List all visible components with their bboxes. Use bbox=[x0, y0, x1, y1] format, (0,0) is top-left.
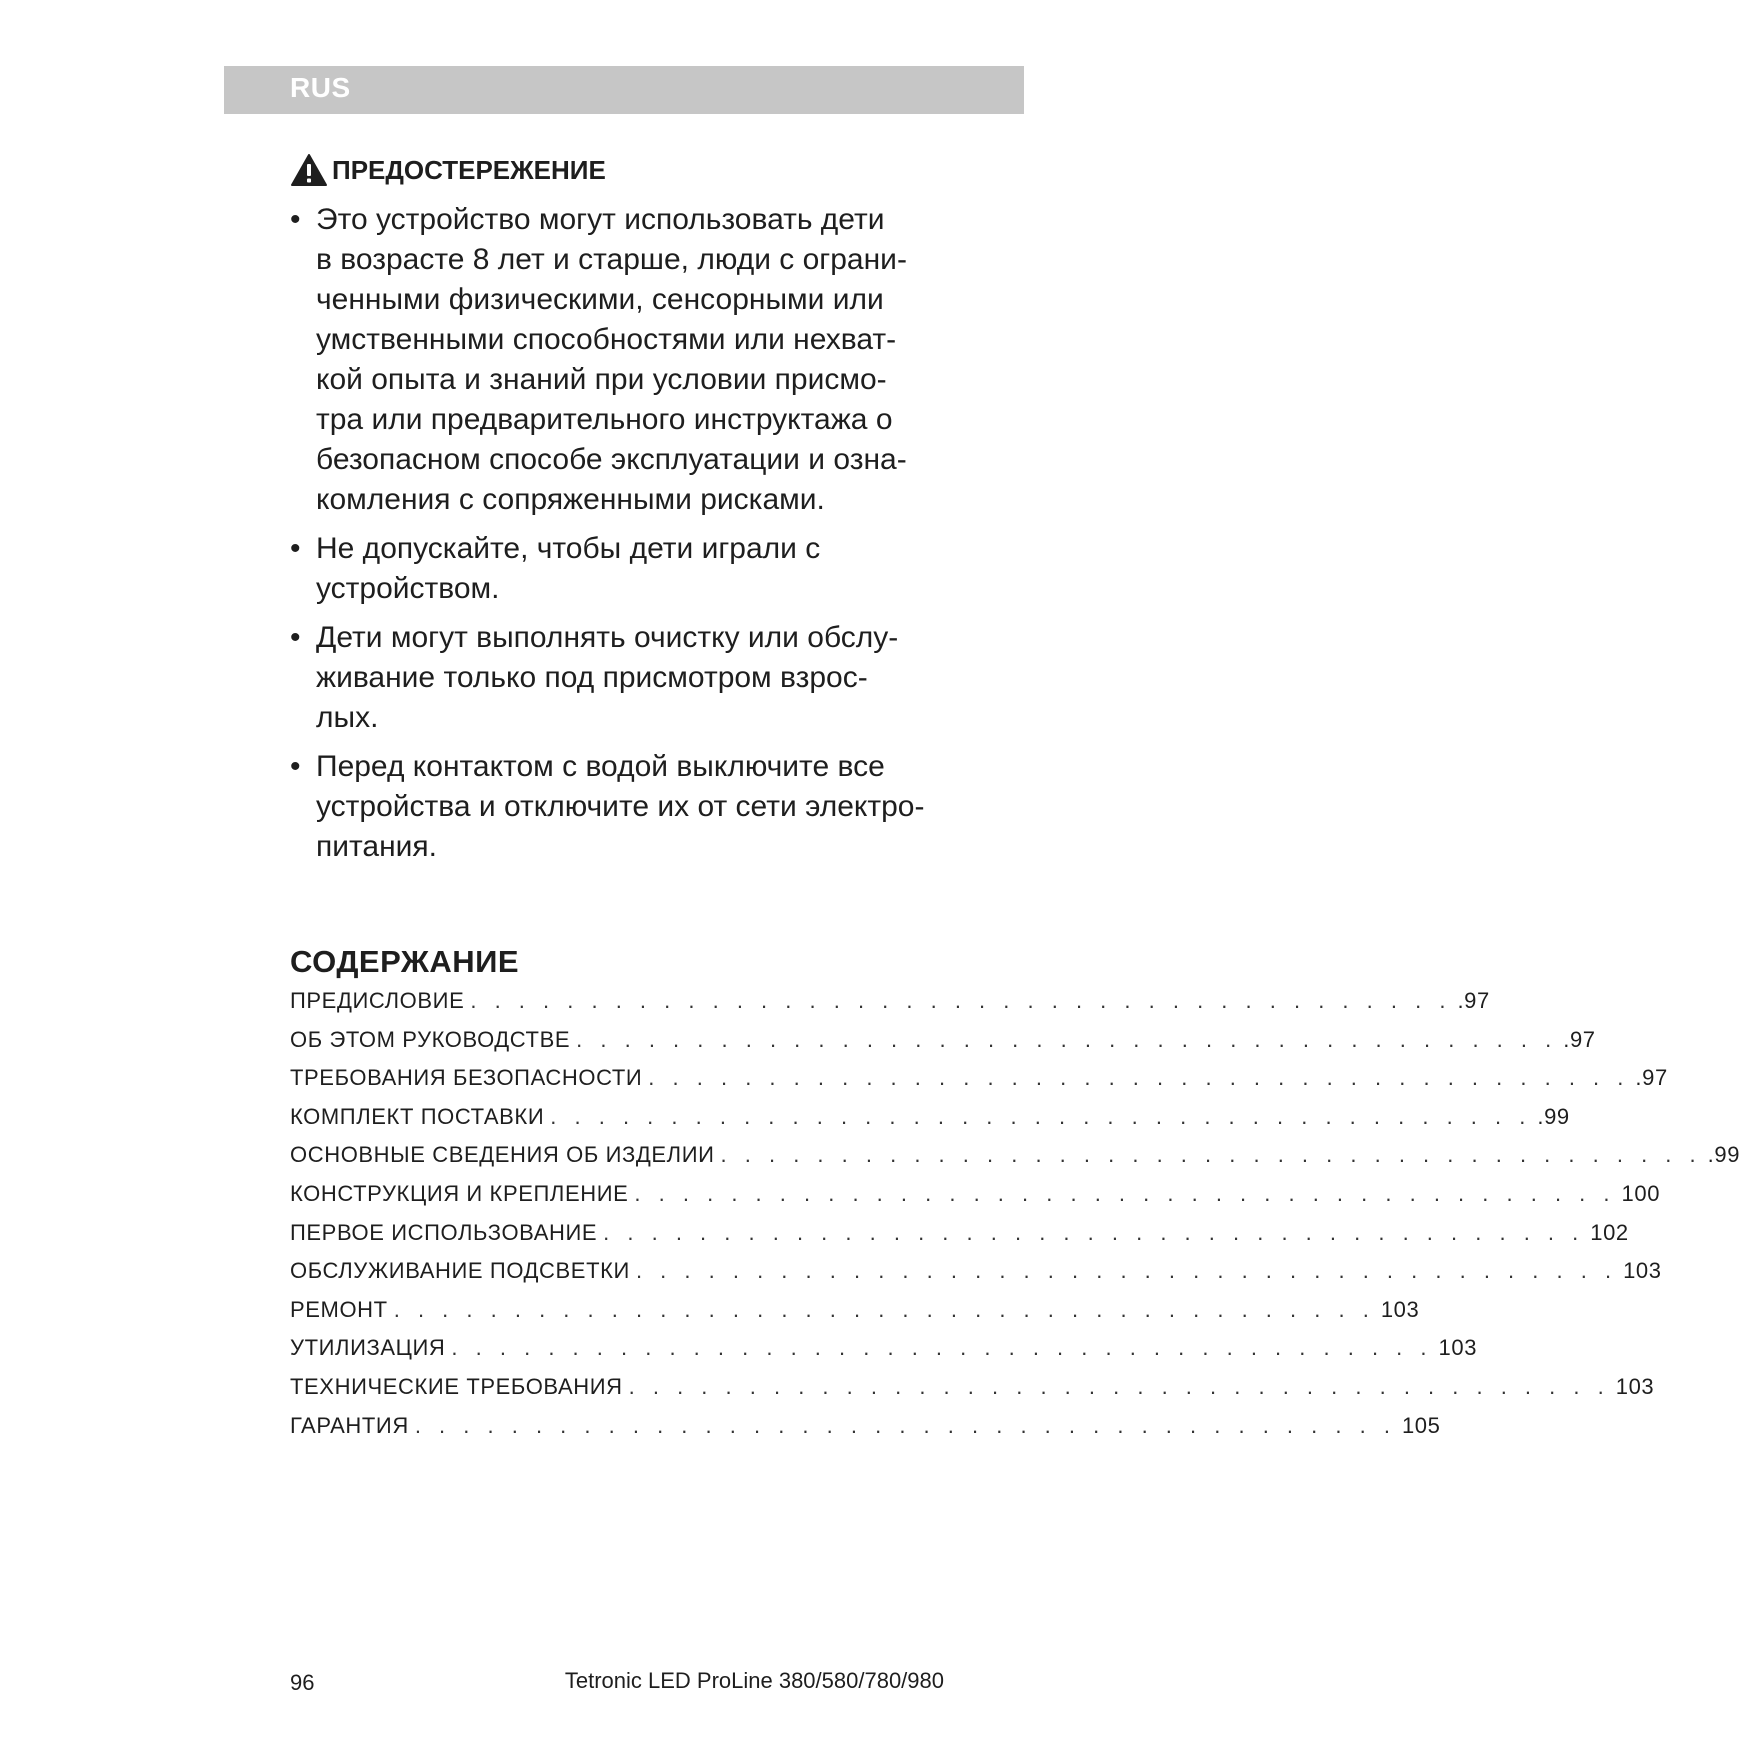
toc-label: ГАРАНТИЯ bbox=[290, 1412, 409, 1438]
toc-leader: . . . . . . . . . . . . . . . . . . . . . . . . . . . . . . . . . . . . . . . . . bbox=[470, 988, 1452, 1013]
toc-label: ОБСЛУЖИВАНИЕ ПОДСВЕТКИ bbox=[290, 1258, 630, 1284]
warning-line: Это устройство могут использовать дети bbox=[316, 203, 885, 236]
warning-line: комления с сопряженными рисками. bbox=[316, 483, 825, 516]
warning-triangle-icon bbox=[290, 153, 328, 187]
toc-leader: . . . . . . . . . . . . . . . . . . . . . . . . . . . . . . . . . . . . . . . . . bbox=[648, 1065, 1630, 1091]
toc-page: .97 bbox=[1563, 1026, 1596, 1052]
product-model: Tetronic LED ProLine 380/580/780/980 bbox=[564, 1668, 944, 1693]
toc-label: ТРЕБОВАНИЯ БЕЗОПАСНОСТИ bbox=[290, 1065, 643, 1091]
toc-page: 103 bbox=[1438, 1335, 1478, 1361]
toc-page: .99 bbox=[1707, 1142, 1740, 1168]
toc-leader: . . . . . . . . . . . . . . . . . . . . . . . . . . . . . . . . . . . . . . . . . bbox=[635, 1258, 1618, 1284]
toc-label: УТИЛИЗАЦИЯ bbox=[290, 1335, 446, 1361]
toc-leader: . . . . . . . . . . . . . . . . . . . . . . . . . . . . . . . . . . . . . . . . . bbox=[628, 1373, 1610, 1399]
toc-entry[interactable] bbox=[290, 1103, 1570, 1143]
toc-page: 103 bbox=[1623, 1258, 1662, 1284]
toc-entry[interactable] bbox=[290, 1065, 1668, 1104]
warning-list bbox=[290, 200, 970, 876]
toc-page: 100 bbox=[1621, 1180, 1661, 1206]
toc-entry[interactable] bbox=[290, 1219, 1629, 1259]
warning-line: ченными физическими, сенсорными или bbox=[316, 283, 884, 316]
bullet: • bbox=[290, 532, 301, 565]
toc-page: 102 bbox=[1590, 1219, 1629, 1245]
toc-page: .97 bbox=[1457, 988, 1490, 1013]
table-of-contents bbox=[290, 988, 1740, 1451]
toc-label: ОСНОВНЫЕ СВЕДЕНИЯ ОБ ИЗДЕЛИИ bbox=[290, 1142, 715, 1168]
warning-item bbox=[290, 618, 970, 738]
warning-line: устройством. bbox=[316, 572, 500, 605]
toc-page: .97 bbox=[1635, 1065, 1668, 1091]
toc-entry[interactable] bbox=[290, 1296, 1420, 1336]
toc-label: КОНСТРУКЦИЯ И КРЕПЛЕНИЕ bbox=[290, 1180, 629, 1206]
toc-page: 103 bbox=[1615, 1373, 1655, 1399]
toc-entry[interactable] bbox=[290, 1412, 1441, 1452]
toc-page: 103 bbox=[1380, 1296, 1420, 1322]
toc-label: ПЕРВОЕ ИСПОЛЬЗОВАНИЕ bbox=[290, 1219, 598, 1245]
toc-page: 105 bbox=[1401, 1412, 1441, 1438]
toc-label: РЕМОНТ bbox=[290, 1296, 388, 1322]
toc-leader: . . . . . . . . . . . . . . . . . . . . . . . . . . . . . . . . . . . . . . . . . bbox=[634, 1180, 1616, 1206]
toc-leader: . . . . . . . . . . . . . . . . . . . . . . . . . . . . . . . . . . . . . . . . . bbox=[414, 1412, 1396, 1438]
bullet: • bbox=[290, 203, 301, 236]
toc-entry[interactable] bbox=[290, 988, 1490, 1027]
toc-entry[interactable] bbox=[290, 1335, 1478, 1374]
warning-line: питания. bbox=[316, 830, 437, 863]
warning-heading-text: ПРЕДОСТЕРЕЖЕНИЕ bbox=[332, 154, 606, 185]
warning-line: лых. bbox=[316, 701, 379, 734]
warning-line: кой опыта и знаний при условии присмо- bbox=[316, 363, 887, 396]
bullet: • bbox=[290, 621, 301, 654]
toc-leader: . . . . . . . . . . . . . . . . . . . . . . . . . . . . . . . . . . . . . . . . . bbox=[720, 1142, 1702, 1168]
warning-heading bbox=[290, 153, 606, 187]
toc-leader: . . . . . . . . . . . . . . . . . . . . . . . . . . . . . . . . . . . . . . . . . bbox=[576, 1026, 1558, 1052]
warning-item bbox=[290, 529, 970, 609]
toc-page: .99 bbox=[1537, 1103, 1570, 1129]
warning-item bbox=[290, 747, 970, 867]
warning-line: Не допускайте, чтобы дети играли с bbox=[316, 532, 821, 565]
warning-line: тра или предварительного инструктажа о bbox=[316, 403, 893, 436]
toc-leader: . . . . . . . . . . . . . . . . . . . . . . . . . . . . . . . . . . . . . . . . . bbox=[451, 1335, 1433, 1361]
warning-line: Дети могут выполнять очистку или обслу- bbox=[316, 621, 899, 654]
warning-line: устройства и отключите их от сети электро- bbox=[316, 790, 925, 823]
toc-label: ПРЕДИСЛОВИЕ bbox=[290, 988, 465, 1013]
toc-entry[interactable] bbox=[290, 1026, 1596, 1066]
warning-line: в возрасте 8 лет и старше, люди с ограни- bbox=[316, 243, 907, 276]
toc-entry[interactable] bbox=[290, 1142, 1740, 1181]
bullet: • bbox=[290, 750, 301, 783]
toc-entry[interactable] bbox=[290, 1373, 1655, 1413]
toc-label: ТЕХНИЧЕСКИЕ ТРЕБОВАНИЯ bbox=[290, 1373, 623, 1399]
page-number: 96 bbox=[290, 1670, 315, 1695]
warning-line: безопасном способе эксплуатации и озна- bbox=[316, 443, 907, 476]
language-code: RUS bbox=[290, 72, 351, 103]
toc-entry[interactable] bbox=[290, 1258, 1662, 1297]
toc-label: ОБ ЭТОМ РУКОВОДСТВЕ bbox=[290, 1026, 571, 1052]
warning-line: умственными способностями или нехват- bbox=[316, 323, 897, 356]
warning-line: Перед контактом с водой выключите все bbox=[316, 750, 885, 783]
warning-line: живание только под присмотром взрос- bbox=[316, 661, 868, 694]
toc-title: СОДЕРЖАНИЕ bbox=[290, 944, 520, 979]
warning-item bbox=[290, 200, 970, 520]
toc-entry[interactable] bbox=[290, 1180, 1661, 1220]
toc-leader: . . . . . . . . . . . . . . . . . . . . . . . . . . . . . . . . . . . . . . . . . bbox=[550, 1103, 1532, 1129]
language-bar bbox=[224, 66, 1024, 114]
toc-label: КОМПЛЕКТ ПОСТАВКИ bbox=[290, 1103, 545, 1129]
toc-leader: . . . . . . . . . . . . . . . . . . . . . . . . . . . . . . . . . . . . . . . . . bbox=[603, 1219, 1585, 1245]
toc-leader: . . . . . . . . . . . . . . . . . . . . . . . . . . . . . . . . . . . . . . . . . bbox=[393, 1296, 1375, 1322]
